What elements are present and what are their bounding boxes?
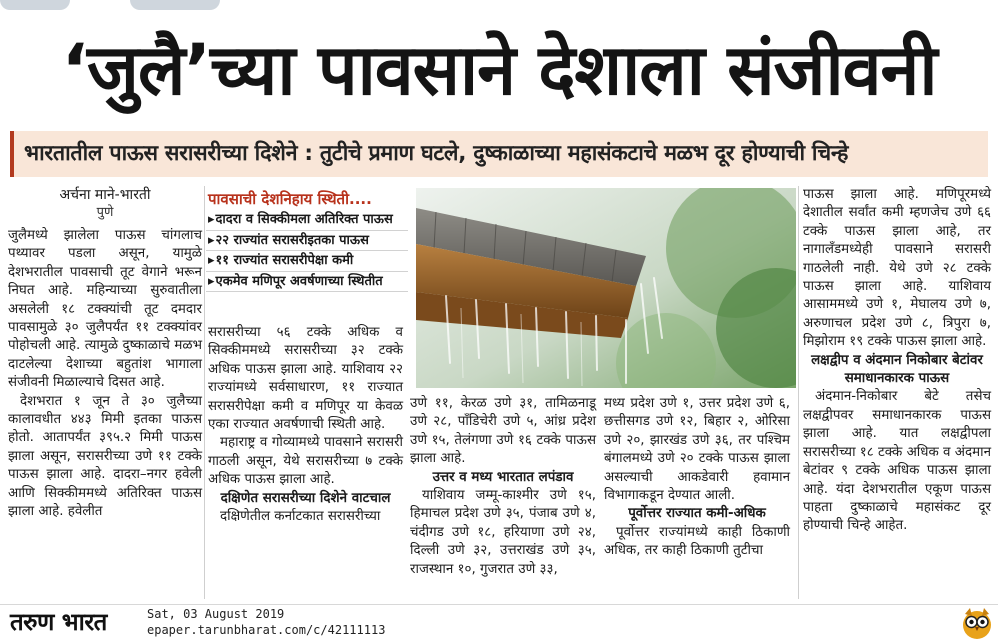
epaper-link[interactable]: epaper.tarunbharat.com/c/42111113: [147, 623, 386, 637]
column-rule: [204, 186, 205, 599]
section-heading: दक्षिणेत सरासरीच्या दिशेने वाटचाल: [220, 490, 391, 506]
subheadline: भारतातील पाऊस सरासरीच्या दिशेने : तुटीचे प्रमाण घटले, दुष्काळाच्या महासंकटाचे मळभ दूर होण्याची चिन्हे: [24, 141, 849, 166]
paragraph: पूर्वोत्तर राज्यांमध्ये काही ठिकाणी अधिक, तर काही ठिकाणी तुटीचा: [604, 524, 790, 559]
paragraph: जुलैमध्ये झालेला पाऊस चांगलाच पथ्यावर पडला असून, यामुळे देशभरातील पावसाची तूट वेगाने भरून निघत आहे. महिन्याच्या सुरुवातीला असलेली १८ टक्क्यांची तूट दमदार पावसामुळे ३० जुलैपर्यंत ११ टक्क्यांवर पोहोचली आहे. त्यामुळे दुष्काळाचे मळभ दाटलेल्या देशाच्या बहुतांश भागाला संजीवनी मिळाल्याचे दिसत आहे.: [8, 228, 202, 391]
rain-roof-photo: [416, 188, 796, 388]
paragraph: सरासरीच्या ५६ टक्के अधिक व सिक्कीममध्ये सरासरीच्या ३२ टक्के अधिक पाऊस झाला आहे. याशिवाय २२ राज्यांमध्ये सर्वसाधारण, ११ राज्यात सरासरीपेक्षा कमी व मणिपूर या केवळ एका राज्यात अवर्षणाची स्थिती आहे.: [208, 325, 403, 433]
byline: [8, 186, 202, 222]
info-box-item: ▸ ११ राज्यांत सरासरीपेक्षा कमी: [206, 251, 408, 272]
section-heading: पूर्वोत्तर राज्यात कमी-अधिक: [628, 506, 766, 522]
byline-place: पुणे: [96, 205, 114, 220]
info-box: [206, 188, 408, 314]
info-box-item: ▸ एकमेव मणिपूर अवर्षणाच्या स्थितीत: [206, 272, 408, 293]
top-strip: [0, 0, 998, 14]
newspaper-logo: तरुण भारत: [10, 608, 107, 636]
info-box-item: ▸ दादरा व सिक्कीमला अतिरिक्त पाऊस: [206, 210, 408, 231]
paragraph: देशभरात १ जून ते ३० जुलैच्या कालावधीत ४४३ मिमी इतका पाऊस होतो. आतापर्यंत ३९५.२ मिमी पाऊस झाला असून, सरासरीच्या उणे ११ टक्के पाऊस झाला आहे. दादरा–नगर हवेली आणि सिक्कीममध्ये अतिरिक्त पाऊस झाला आहे. हवेलीत: [8, 393, 202, 520]
article-column-4: [604, 395, 790, 599]
owl-mascot-icon: [961, 604, 993, 640]
article-column-3: [410, 395, 596, 599]
section-heading: उत्तर व मध्य भारतात लपंडाव: [432, 469, 574, 485]
paragraph: पाऊस झाला आहे. मणिपूरमध्ये देशातील सर्वांत कमी म्हणजेच उणे ६६ टक्के पाऊस झाला आहे, तर नागालँडमध्येही पावसाने सरासरी गाठलेली नाही. येथे उणे २८ टक्के पाऊस झाला आहे. याशिवाय आसाममध्ये उणे १, मेघालय उणे ७, अरुणाचल प्रदेश उणे ८, त्रिपुरा ७, मिझोराम १९ टक्के पाऊस झाला आहे.: [803, 187, 991, 350]
article-column-5: [803, 186, 991, 599]
paragraph: अंदमान-निकोबार बेटे तसेच लक्षद्वीपवर समाधानकारक पाऊस झाला आहे. यात लक्षद्वीपला सरासरीच्या १८ टक्के अधिक व अंदमान बेटांवर ९ टक्के अधिक पाऊस झाला आहे. यंदा देशभरातील एकूण पाऊस पाहता दुष्काळाचे महासंकट दूर होण्याची चिन्हे आहेत.: [803, 389, 991, 534]
paragraph: दक्षिणेतील कर्नाटकात सरासरीच्या: [220, 509, 381, 525]
top-strip-shape: [130, 0, 220, 10]
subheadline-bar: [10, 131, 988, 177]
paragraph: महाराष्ट्र व गोव्यामध्ये पावसाने सरासरी गाठली असून, येथे सरासरीच्या ७ टक्के अधिक पाऊस झाला आहे.: [208, 435, 403, 488]
footer-divider: [0, 604, 998, 605]
paragraph: याशिवाय जम्मू-काश्मीर उणे १५, हिमाचल प्रदेश उणे ३५, पंजाब उणे ४, चंदीगड उणे १८, हरियाणा उणे २४, दिल्ली उणे ३२, उत्तराखंड उणे ३५, राजस्थान १०, गुजरात उणे ३३,: [410, 488, 596, 577]
paragraph: उणे ११, केरळ उणे ३१, तामिळनाडू उणे २८, पाँडिचेरी उणे ५, आंध्र प्रदेश उणे १५, तेलंगणा उणे १६ टक्के पाऊस झाला आहे.: [410, 396, 596, 467]
footer-meta: [147, 606, 385, 638]
column-rule: [798, 186, 799, 599]
info-box-title: पावसाची देशनिहाय स्थिती....: [208, 190, 372, 208]
section-heading: लक्षद्वीप व अंदमान निकोबार बेटांवर समाधानकारक पाऊस: [811, 352, 983, 387]
article-column-1: [8, 227, 202, 599]
paragraph: मध्य प्रदेश उणे १, उत्तर प्रदेश उणे ६, छत्तीसगड उणे १२, बिहार २, ओरिसा उणे २०, झारखंड उणे ३६, तर पश्चिम बंगालमध्ये उणे २० टक्के पाऊस झाला असल्याची आकडेवारी हवामान विभागाकडून देण्यात आली.: [604, 396, 790, 504]
article-column-2: [208, 324, 403, 599]
top-strip-shape: [0, 0, 70, 10]
edition-date: Sat, 03 August 2019: [147, 607, 285, 621]
headline: ‘जुलै’च्या पावसाने देशाला संजीवनी: [61, 29, 937, 111]
info-box-item: ▸ २२ राज्यांत सरासरीइतका पाऊस: [206, 231, 408, 252]
byline-author: अर्चना माने-भारती: [59, 187, 151, 203]
